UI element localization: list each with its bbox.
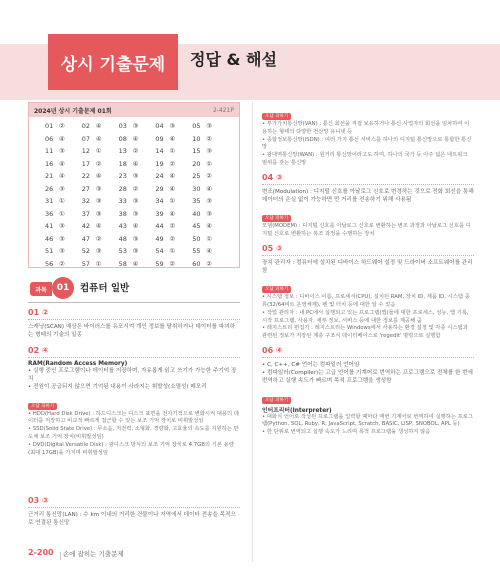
answer-number: 38 [118,209,127,218]
answer-choice: ④ [206,184,213,193]
answer-choice: ④ [169,134,176,143]
question-02-note: • HDD(Hard Disk Drive) : 하드디스크는 디스크 표면을 전자기적으로 변화시켜 대용의 데이터를 저장하고 비교적 빠르게 접근할 수 있는 보조 기억 장치로 비휘발성임 [28,410,239,425]
answer-item [155,135,192,148]
answer-number: 44 [155,222,164,230]
answer-number: 21 [45,172,54,180]
answer-number: 57 [81,259,91,268]
answer-choice: ③ [95,184,102,193]
answer-choice: ③ [95,247,102,255]
answer-item [45,235,82,248]
answer-key-box [28,102,240,268]
answer-number: 08 [118,134,127,143]
question-03 [28,496,240,527]
question-01-text: 스캐닝(SCAN) 예상은 바이러스를 유포시켜 개인 정보를 탈취하거나 데이터를 파괴하는 형태의 기술의 일종 [28,324,235,339]
answer-number: 56 [45,259,54,268]
question-02-bullet: • 실행 중인 프로그램이나 데이터를 저장하며, 자유롭게 읽고 쓰기가 가능한 주기억 장치 [28,368,237,383]
answer-choice: ② [132,184,139,193]
answer-number: 03 [118,122,127,130]
wrong-answer-tag: 오답 피하기 [262,215,291,222]
footer-text: 손에 잡히는 기출문제 [63,550,124,558]
answer-number: 32 [81,197,91,205]
answer-choice: ② [95,234,102,243]
answer-number: 20 [192,159,201,168]
answer-item [155,185,192,198]
answer-number: 13 [118,147,127,155]
answer-item [119,235,156,248]
answer-item [119,147,156,160]
answer-choice: ④ [132,222,139,230]
answer-choice: ② [59,122,65,130]
answer-choice: ④ [95,222,102,230]
answer-number: 04 [155,122,164,130]
answer-choice: ① [95,259,102,268]
answer-item [155,222,192,235]
answer-item [192,247,229,260]
answer-item [155,172,192,185]
note-text: • 종합정보통신망(ISDN) : 여러 가지 통신 서비스를 하나의 디지털 통신망으로 통합한 통신망 [262,136,472,151]
question-03-text: 근거리 통신망(LAN) : 수 km 이내의 거리한 건물이나 지역에서 데이터 전송을 목적으로 연결된 통신망 [28,512,236,527]
answer-number: 31 [45,197,54,205]
answer-item [82,147,119,160]
answer-number: 42 [81,222,91,230]
answer-choice: ③ [132,247,139,255]
answer-item [45,160,82,173]
answer-choice: ② [206,134,213,143]
question-02-head: 02 ④ [28,346,240,358]
answer-item [192,222,229,235]
answer-choice: ④ [95,172,102,180]
answer-item [45,197,82,210]
question-06-text: • 컴파일러(Compiler)는 고급 언어를 기계어로 번역하는 프로그램으로 전체를 한 번에 번역하고 실행 속도가 빠르며 목적 프로그램을 생성함 [262,370,473,385]
note-text: • 시스템 정보 : 디바이스 이름, 프로세서(CPU), 설치된 RAM, 장치 ID, 제품 ID, 시스템 종류(32/64비트 운영체제), 펜 및 터치 등에 대한 알 수 있음 [262,294,470,308]
answer-number: 05 [192,122,201,130]
answer-number: 23 [118,172,127,180]
answer-choice: ② [169,234,176,243]
answer-number: 01 [45,122,54,130]
answer-item [82,247,119,260]
answer-item [155,147,192,160]
answer-choice: ① [169,147,176,155]
answer-choice: ③ [169,122,176,130]
question-02-bullet: • 전원이 공급되지 않으면 기억된 내용이 사라지는 휘발성(소멸성) 메모리 [28,384,207,391]
answer-choice: ① [206,159,213,168]
answer-number: 36 [45,209,54,218]
answer-item [155,247,192,260]
answer-choice: ④ [95,122,102,130]
answer-choice: ③ [206,197,213,205]
answer-number: 46 [45,234,54,243]
answer-choice: ③ [59,222,65,230]
answer-number: 52 [81,247,91,255]
answer-choice: ④ [132,259,139,268]
answer-number: 18 [118,159,127,168]
answer-choice: ④ [59,159,65,168]
answer-choice: ④ [206,222,213,230]
answer-choice: ① [169,197,176,205]
answer-item [192,197,229,210]
answer-choice: ① [206,234,213,243]
answer-choice: ② [132,147,139,155]
wrong-answer-tag: 오답 피하기 [262,286,291,293]
answer-choice: ② [95,159,102,168]
answer-number: 58 [118,259,127,268]
answer-item [45,172,82,185]
answer-choice: ③ [206,209,213,218]
answer-item [119,197,156,210]
answer-item [192,122,229,135]
question-06-head: 06 ④ [262,346,474,358]
answer-item [155,260,192,273]
answer-number: 09 [155,134,164,143]
answer-item [119,122,156,135]
answer-number: 40 [192,209,201,218]
question-05-text: 장치 관리자 : 컴퓨터에 설치된 디바이스 하드웨어 설정 및 드라이버 소프트웨어를 관리함 [262,259,473,274]
answer-item [155,235,192,248]
answer-item [155,160,192,173]
answer-choice: ① [95,147,102,155]
answer-number: 53 [118,247,127,255]
answer-choice: ② [206,172,213,180]
question-06-term: 인터프리터(Interpreter) [262,407,332,414]
question-02-note: • DVD(Digital Versatile Disk) : 광디스크 방식의 보조 기억 장치로 4.7GB의 기본 용량(최대 17GB)을 가지며 비휘발성임 [28,441,234,456]
question-02 [28,346,240,457]
answer-item [119,210,156,223]
answer-number: 22 [81,172,91,180]
answer-number: 37 [81,209,91,218]
answer-number: 48 [118,234,127,243]
answer-choice: ③ [59,147,65,155]
note-text: • 광대역통신망(WAN) : 원거리 통신망이라고도 하며, 하나의 국가 등 아주 넓은 네트워크 범위를 갖는 통신망 [262,152,468,166]
answer-item [45,222,82,235]
answer-item [119,160,156,173]
footer-divider [60,552,61,560]
answer-number: 60 [192,259,201,268]
answer-choice: ④ [206,247,213,255]
answer-item [119,222,156,235]
answer-number: 54 [155,247,164,255]
answer-choice: ② [169,259,176,268]
answer-item [119,247,156,260]
answer-number: 24 [155,172,164,180]
page-subtitle: 정답 & 해설 [190,50,277,69]
page-title: 상시 기출문제 [48,34,178,90]
answer-number: 27 [81,184,91,193]
answer-item [119,135,156,148]
answer-item [45,185,82,198]
answer-item [82,235,119,248]
answer-number: 59 [155,259,164,268]
answer-number: 12 [81,147,91,155]
answer-choice: ② [206,259,213,268]
answer-number: 29 [155,184,164,193]
answer-choice: ③ [95,197,102,205]
question-04-head: 04 ③ [262,173,474,185]
section-title: 컴퓨터 일반 [80,283,130,294]
answer-number: 02 [81,122,91,130]
answer-number: 51 [45,247,54,255]
wrong-answer-tag: 오답 피하기 [262,397,291,404]
answer-item [82,185,119,198]
answer-number: 11 [45,147,54,155]
answer-choice: ③ [59,234,65,243]
answer-item [155,197,192,210]
answer-item [192,172,229,185]
answer-item [119,185,156,198]
answer-choice: ② [59,259,65,268]
answer-item [192,210,229,223]
answer-key-header [29,103,239,117]
answer-item [155,210,192,223]
note-text: • 한 단위로 번역되고 실행 속도가 느리며 목적 프로그램을 생성하지 않음 [262,429,431,436]
answer-item [45,260,82,273]
answer-choice: ② [169,222,176,230]
answer-item [45,122,82,135]
answer-number: 45 [192,222,201,230]
answer-choice: ③ [206,122,213,130]
answer-choice: ③ [59,247,65,255]
note-text: • 레지스트리 편집기 : 레지스트리는 Windows에서 사용하는 환경 설정 및 각종 시스템과 관련된 정보가 저장된 계층 구조식 데이터베이스로 'regedit' 명령으로 실행함 [262,325,468,340]
answer-item [45,147,82,160]
answer-item [192,147,229,160]
note-text: • 대화식 언어로 작성된 프로그램을 입력할 때마다 매번 기계어로 번역하여 실행하는 프로그램(Python, SQL, Ruby, R, JavaScript, Scratch, BASIC, LISP, SNOBOL, APL 등) [262,413,473,428]
question-02-note: • SSD(Solid State Drive) : 무소음, 저전력, 소형화, 경량화, 고효율의 속도를 지원하는 반도체 보조 기억 장치(비휘발성임) [28,426,239,440]
answer-number: 39 [155,209,164,218]
question-02-term: RAM(Random Access Memory) [28,361,128,367]
answer-key-page: 2-421P [212,106,234,114]
answer-number: 06 [45,134,54,143]
answer-choice: ④ [59,172,65,180]
answer-number: 28 [118,184,127,193]
answer-item [192,260,229,273]
answer-number: 50 [192,234,201,243]
answer-item [82,222,119,235]
answer-number: 17 [81,159,91,168]
answer-item [192,135,229,148]
answer-item [82,122,119,135]
answer-choice: ④ [169,172,176,180]
answer-item [119,172,156,185]
answer-choice: ③ [206,147,213,155]
question-01-head: 01 ② [28,308,240,320]
answer-number: 14 [155,147,164,155]
answer-item [192,160,229,173]
answer-number: 43 [118,222,127,230]
answer-number: 26 [45,184,54,193]
column-divider [252,102,253,562]
question-04-text: 변조(Modulation) : 디지털 신호를 아날로그 신호로 변경하는 것으로 전화 회선을 통해 데이터의 손실 없이 가능하면 먼 거리를 전송하기 위해 사용됨 [262,188,474,203]
answer-item [82,135,119,148]
answer-item [45,135,82,148]
answer-choice: ④ [169,184,176,193]
answer-number: 35 [192,197,201,205]
wrong-answer-tag: 오답 피하기 [262,113,291,120]
note-text: • 작업 관리자 : 내 PC에서 실행되고 있는 프로그램(앱)들에 대한 프로세스, 성능, 앱 기록, 시작 프로그램, 사용자, 세부 정보, 서비스 등에 대한 정보를 제공해 줌 [262,309,469,324]
answer-item [192,235,229,248]
answer-number: 16 [45,159,54,168]
answer-item [82,160,119,173]
section-number: 01 [52,277,74,299]
answer-number: 30 [192,184,201,193]
answer-choice: ④ [95,134,102,143]
footer-page-number: 2-200 [28,548,54,557]
question-05-head: 05 ③ [262,244,474,256]
answer-key-title: 2024년 상시 기출문제 01회 [34,107,112,115]
answer-choice: ③ [132,197,139,205]
section-badge: 과목 [30,282,52,296]
answer-choice: ③ [95,209,102,218]
answer-number: 10 [192,134,201,143]
answer-item [45,247,82,260]
answer-number: 55 [192,247,201,255]
answer-number: 49 [155,234,164,243]
wrong-answer-tag: 오답 피하기 [28,403,57,410]
answer-item [192,185,229,198]
answer-choice: ④ [169,209,176,218]
answer-item [119,260,156,273]
answer-number: 47 [81,234,91,243]
answer-item [82,172,119,185]
answer-item [82,210,119,223]
question-06-text: • C, C++, C# 언어는 컴파일러 언어임 [262,361,360,368]
question-01 [28,308,240,339]
answer-choice: ② [169,159,176,168]
answer-choice: ③ [59,184,65,193]
answer-number: 15 [192,147,201,155]
note-text: • 부가가치통신망(VAN) : 통신 회선을 직접 보유하거나 통신 사업자의 회선을 임차하여 이용하는 형태의 다양한 전산망 유니넷 등 [262,121,470,135]
answer-item [45,210,82,223]
answer-choice: ① [169,247,176,255]
answer-choice: ④ [132,159,139,168]
answer-choice: ③ [132,122,139,130]
answer-choice: ④ [59,134,65,143]
note-text: 모뎀(MODEM) : 디지털 신호를 아날로그 신호로 변환하는 변조 과정과 아날로그 신호를 디지털 신호로 변환하는 복조 과정을 수행하는 장치 [262,223,471,237]
answer-number: 34 [155,197,164,205]
answer-number: 41 [45,222,54,230]
answer-item [82,260,119,273]
right-column [262,102,474,437]
answer-number: 07 [81,134,91,143]
section-divider [28,302,240,303]
answer-number: 25 [192,172,201,180]
answer-number: 33 [118,197,127,205]
answer-choice: ① [59,197,65,205]
question-03-head: 03 ③ [28,496,240,508]
answer-item [82,197,119,210]
answer-choice: ③ [132,209,139,218]
answer-choice: ③ [132,234,139,243]
answer-item [155,122,192,135]
answer-choice: ① [59,209,65,218]
answer-number: 19 [155,159,164,168]
answer-choice: ④ [132,134,139,143]
answer-key-grid [29,117,239,272]
answer-choice: ③ [132,172,139,180]
